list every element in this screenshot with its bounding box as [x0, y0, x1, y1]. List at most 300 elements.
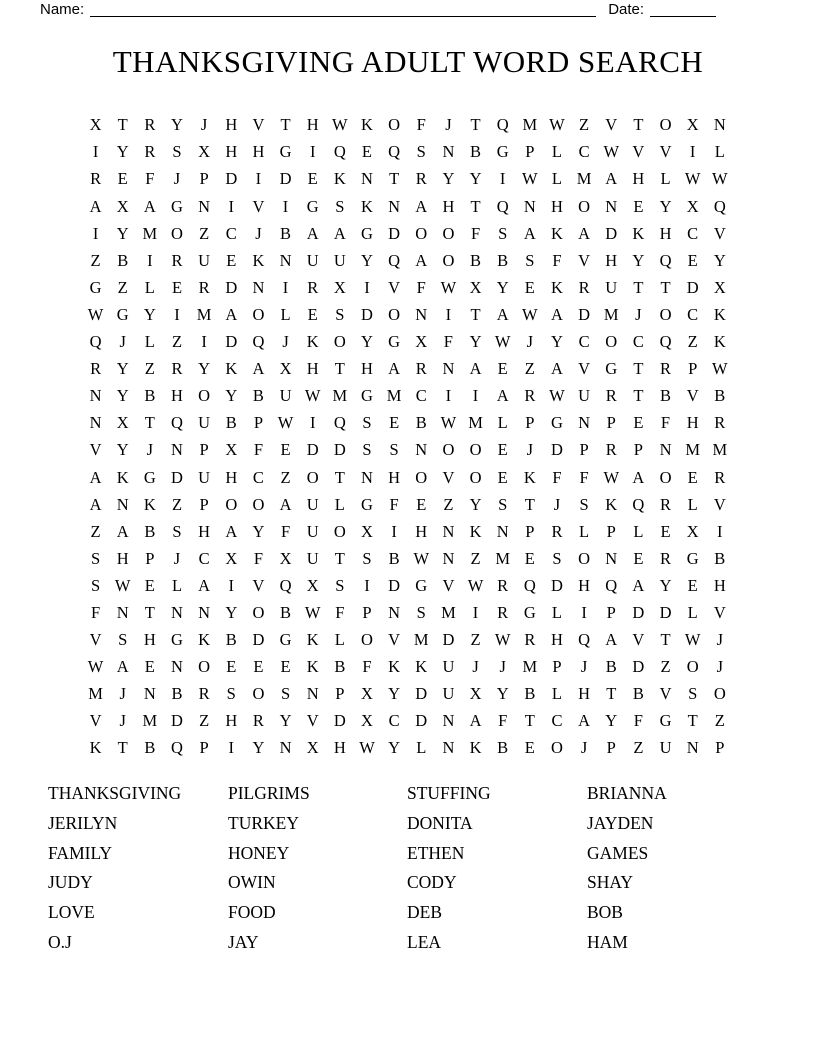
grid-letter-r21-c6: E — [226, 657, 237, 677]
grid-letter-r22-c13: D — [415, 684, 428, 704]
grid-letter-r8-c9: E — [307, 304, 318, 324]
grid-letter-r12-c23: H — [686, 413, 699, 433]
grid-letter-r21-c23: O — [686, 657, 699, 677]
grid-letter-r8-c15: T — [470, 304, 481, 324]
grid-letter-r5-c11: G — [361, 223, 373, 243]
grid-letter-r4-c10: S — [335, 196, 345, 216]
grid-letter-r17-c11: S — [362, 548, 372, 568]
grid-letter-r20-c16: W — [494, 630, 511, 650]
grid-letter-r22-c12: Y — [388, 684, 401, 704]
grid-letter-r8-c21: J — [635, 304, 642, 324]
grid-letter-r21-c14: U — [442, 657, 455, 677]
grid-letter-r13-c3: J — [146, 440, 154, 460]
word-list-column-2 — [228, 779, 310, 958]
grid-letter-r2-c11: E — [361, 142, 373, 162]
grid-letter-r18-c14: V — [442, 575, 455, 595]
grid-letter-r3-c19: M — [576, 169, 592, 189]
grid-letter-r3-c15: Y — [469, 169, 482, 189]
grid-letter-r23-c5: Z — [199, 711, 210, 731]
grid-letter-r10-c14: N — [442, 359, 455, 379]
name-blank-line — [90, 0, 596, 17]
grid-letter-r17-c22: R — [660, 548, 672, 568]
grid-letter-r3-c10: K — [333, 169, 346, 189]
grid-letter-r15-c1: A — [89, 494, 102, 514]
grid-letter-r12-c13: B — [415, 413, 427, 433]
grid-letter-r21-c15: J — [472, 657, 479, 677]
grid-letter-r2-c20: W — [603, 142, 620, 162]
grid-letter-r10-c3: Z — [144, 359, 155, 379]
grid-letter-r11-c17: R — [524, 386, 536, 406]
grid-letter-r9-c10: O — [333, 332, 346, 352]
grid-letter-r21-c7: E — [253, 657, 264, 677]
grid-letter-r17-c10: T — [334, 548, 345, 568]
grid-letter-r7-c23: D — [686, 277, 699, 297]
grid-letter-r24-c12: Y — [388, 738, 401, 758]
grid-letter-r2-c18: L — [551, 142, 562, 162]
grid-letter-r23-c19: A — [578, 711, 591, 731]
grid-letter-r10-c18: A — [551, 359, 563, 379]
grid-letter-r9-c3: L — [144, 332, 155, 352]
grid-letter-r17-c15: Z — [470, 548, 481, 568]
grid-letter-r24-c7: Y — [252, 738, 265, 758]
grid-letter-r16-c4: S — [172, 521, 182, 541]
grid-letter-r22-c8: S — [280, 684, 291, 704]
grid-letter-r19-c10: F — [335, 602, 345, 622]
grid-letter-r4-c22: Y — [659, 196, 672, 216]
grid-letter-r13-c7: F — [253, 440, 263, 460]
grid-letter-r7-c7: N — [252, 277, 265, 297]
grid-letter-r8-c12: O — [388, 304, 401, 324]
grid-letter-r16-c6: A — [225, 521, 238, 541]
grid-letter-r2-c3: R — [144, 142, 156, 162]
grid-letter-r20-c22: T — [660, 630, 671, 650]
grid-letter-r2-c16: G — [496, 142, 509, 162]
grid-letter-r23-c15: A — [469, 711, 482, 731]
grid-letter-r5-c1: I — [92, 223, 99, 243]
grid-letter-r14-c13: O — [415, 467, 428, 487]
grid-letter-r11-c10: M — [332, 386, 348, 406]
grid-letter-r14-c23: E — [687, 467, 698, 487]
grid-letter-r16-c22: E — [660, 521, 671, 541]
grid-letter-r12-c1: N — [89, 413, 102, 433]
word-list-item: JAYDEN — [587, 812, 654, 833]
word-list-item: JUDY — [48, 872, 93, 893]
grid-letter-r12-c3: T — [144, 413, 155, 433]
grid-letter-r6-c5: U — [198, 250, 211, 270]
grid-letter-r10-c11: H — [361, 359, 373, 379]
grid-letter-r7-c8: I — [282, 277, 289, 297]
grid-letter-r11-c24: B — [714, 386, 726, 406]
word-list-column-4 — [587, 779, 667, 958]
grid-letter-r20-c14: D — [442, 630, 455, 650]
grid-letter-r15-c21: Q — [632, 494, 645, 514]
grid-letter-r4-c12: N — [388, 196, 401, 216]
grid-letter-r16-c3: B — [144, 521, 156, 541]
grid-letter-r22-c11: X — [361, 684, 373, 704]
grid-letter-r8-c19: D — [578, 304, 591, 324]
grid-letter-r15-c9: U — [306, 494, 319, 514]
grid-letter-r20-c2: S — [118, 630, 128, 650]
grid-letter-r6-c4: R — [171, 250, 183, 270]
grid-letter-r24-c9: X — [306, 738, 319, 758]
grid-letter-r15-c24: V — [713, 494, 726, 514]
grid-letter-r5-c6: C — [225, 223, 237, 243]
grid-letter-r6-c9: U — [306, 250, 319, 270]
grid-letter-r24-c18: O — [551, 738, 563, 758]
grid-letter-r24-c1: K — [89, 738, 102, 758]
grid-letter-r19-c15: I — [472, 602, 479, 622]
grid-letter-r15-c19: S — [579, 494, 589, 514]
grid-letter-r24-c21: Z — [633, 738, 644, 758]
grid-letter-r9-c11: Y — [361, 332, 373, 352]
grid-letter-r14-c21: A — [632, 467, 645, 487]
grid-letter-r22-c6: S — [226, 684, 236, 704]
grid-letter-r19-c1: F — [90, 602, 101, 622]
grid-letter-r21-c10: B — [334, 657, 346, 677]
grid-letter-r15-c14: Z — [443, 494, 454, 514]
grid-letter-r19-c6: Y — [225, 602, 238, 622]
grid-letter-r13-c2: Y — [116, 440, 129, 460]
grid-letter-r11-c12: M — [386, 386, 402, 406]
grid-letter-r6-c14: O — [442, 250, 455, 270]
grid-letter-r6-c19: V — [578, 250, 591, 270]
grid-letter-r21-c20: B — [605, 657, 617, 677]
grid-letter-r4-c5: N — [198, 196, 211, 216]
word-list-column-1 — [48, 779, 181, 958]
grid-letter-r4-c2: X — [116, 196, 129, 216]
grid-letter-r13-c11: S — [362, 440, 372, 460]
grid-letter-r9-c19: C — [578, 332, 590, 352]
grid-letter-r1-c15: T — [470, 115, 481, 135]
grid-letter-r4-c15: T — [470, 196, 481, 216]
grid-letter-r1-c18: W — [549, 115, 565, 135]
grid-letter-r20-c19: Q — [578, 630, 591, 650]
grid-letter-r2-c23: I — [689, 142, 696, 162]
grid-letter-r24-c19: J — [580, 738, 588, 758]
grid-letter-r3-c5: P — [199, 169, 209, 189]
grid-letter-r1-c16: Q — [496, 115, 509, 135]
grid-letter-r19-c14: M — [441, 602, 456, 622]
grid-letter-r16-c7: Y — [252, 521, 265, 541]
grid-letter-r12-c18: G — [551, 413, 563, 433]
grid-letter-r6-c8: N — [279, 250, 292, 270]
grid-letter-r15-c15: Y — [469, 494, 482, 514]
grid-letter-r5-c15: F — [470, 223, 481, 243]
grid-letter-r16-c20: P — [606, 521, 616, 541]
grid-letter-r5-c9: A — [306, 223, 319, 243]
grid-letter-r22-c9: N — [306, 684, 319, 704]
grid-letter-r17-c19: O — [578, 548, 591, 568]
grid-letter-r14-c4: D — [171, 467, 183, 487]
grid-letter-r18-c9: X — [306, 575, 319, 595]
word-list-item: LEA — [407, 931, 442, 952]
grid-letter-r23-c21: F — [633, 711, 643, 731]
grid-letter-r9-c14: F — [443, 332, 453, 352]
grid-letter-r21-c9: K — [306, 657, 319, 677]
grid-letter-r20-c8: G — [279, 630, 292, 650]
grid-letter-r22-c19: H — [578, 684, 591, 704]
grid-letter-r8-c1: W — [87, 304, 104, 324]
grid-letter-r14-c1: A — [89, 467, 102, 487]
grid-letter-r3-c7: I — [255, 169, 262, 189]
grid-letter-r20-c23: W — [684, 630, 701, 650]
grid-letter-r16-c21: L — [633, 521, 644, 541]
grid-letter-r19-c2: N — [116, 602, 129, 622]
grid-letter-r22-c21: B — [632, 684, 644, 704]
grid-letter-r3-c23: W — [684, 169, 701, 189]
grid-letter-r10-c5: Y — [198, 359, 211, 379]
grid-letter-r6-c15: B — [470, 250, 482, 270]
grid-letter-r9-c18: Y — [551, 332, 563, 352]
grid-letter-r3-c21: H — [632, 169, 645, 189]
grid-letter-r18-c5: A — [198, 575, 211, 595]
grid-letter-r4-c13: A — [415, 196, 428, 216]
grid-letter-r14-c20: W — [603, 467, 620, 487]
grid-letter-r10-c17: Z — [524, 359, 535, 379]
grid-letter-r19-c17: G — [523, 602, 536, 622]
grid-letter-r3-c12: T — [389, 169, 400, 189]
grid-letter-r2-c2: Y — [116, 142, 129, 162]
grid-letter-r7-c9: R — [307, 277, 319, 297]
grid-letter-r16-c11: X — [361, 521, 373, 541]
grid-letter-r7-c2: Z — [117, 277, 128, 297]
grid-letter-r24-c4: Q — [171, 738, 183, 758]
grid-letter-r11-c20: R — [605, 386, 617, 406]
grid-letter-r7-c10: X — [333, 277, 346, 297]
grid-letter-r23-c14: N — [442, 711, 455, 731]
grid-letter-r18-c18: D — [551, 575, 563, 595]
grid-letter-r18-c20: Q — [605, 575, 618, 595]
grid-letter-r9-c9: K — [306, 332, 319, 352]
grid-letter-r15-c3: K — [143, 494, 156, 514]
grid-letter-r19-c12: N — [388, 602, 401, 622]
grid-letter-r5-c5: Z — [199, 223, 210, 243]
grid-letter-r24-c6: I — [228, 738, 235, 758]
grid-letter-r6-c21: Y — [632, 250, 645, 270]
grid-letter-r20-c6: B — [225, 630, 237, 650]
grid-letter-r8-c10: S — [335, 304, 345, 324]
grid-letter-r7-c20: U — [605, 277, 618, 297]
grid-letter-r21-c19: J — [580, 657, 588, 677]
grid-letter-r9-c20: O — [605, 332, 618, 352]
grid-letter-r23-c2: J — [119, 711, 126, 731]
grid-letter-r20-c7: D — [252, 630, 265, 650]
grid-letter-r7-c14: W — [440, 277, 457, 297]
grid-letter-r11-c19: U — [578, 386, 591, 406]
grid-letter-r1-c6: H — [225, 115, 238, 135]
grid-letter-r18-c1: S — [90, 575, 101, 595]
grid-letter-r22-c18: L — [551, 684, 562, 704]
grid-letter-r14-c3: G — [143, 467, 156, 487]
grid-letter-r11-c6: Y — [225, 386, 238, 406]
grid-letter-r14-c8: Z — [280, 467, 291, 487]
grid-letter-r2-c4: S — [172, 142, 182, 162]
grid-letter-r21-c22: Z — [660, 657, 671, 677]
grid-letter-r4-c3: A — [143, 196, 156, 216]
grid-letter-r18-c17: Q — [523, 575, 536, 595]
grid-letter-r12-c20: P — [606, 413, 616, 433]
grid-letter-r7-c16: Y — [496, 277, 509, 297]
grid-letter-r24-c8: N — [279, 738, 292, 758]
grid-letter-r23-c10: D — [333, 711, 346, 731]
grid-letter-r2-c15: B — [470, 142, 482, 162]
word-list-item: JERILYN — [48, 812, 118, 833]
grid-letter-r19-c8: B — [280, 602, 292, 622]
grid-letter-r17-c8: X — [279, 548, 292, 568]
word-list-item: CODY — [407, 872, 457, 893]
grid-letter-r15-c22: R — [660, 494, 672, 514]
grid-letter-r13-c21: P — [633, 440, 643, 460]
grid-letter-r4-c14: H — [442, 196, 455, 216]
grid-letter-r16-c23: X — [686, 521, 699, 541]
grid-letter-r19-c22: D — [659, 602, 672, 622]
grid-letter-r20-c3: H — [143, 630, 156, 650]
grid-letter-r16-c2: A — [116, 521, 129, 541]
grid-letter-r7-c4: E — [171, 277, 183, 297]
name-label: Name: — [40, 1, 85, 18]
grid-letter-r20-c10: L — [334, 630, 345, 650]
grid-letter-r14-c17: K — [523, 467, 536, 487]
word-list-item: GAMES — [587, 842, 649, 863]
grid-letter-r10-c16: E — [497, 359, 508, 379]
grid-letter-r12-c9: I — [309, 413, 316, 433]
grid-letter-r3-c22: L — [660, 169, 671, 189]
word-list-item: BOB — [587, 902, 623, 923]
grid-letter-r8-c8: L — [280, 304, 291, 324]
grid-letter-r11-c1: N — [89, 386, 102, 406]
grid-letter-r3-c24: W — [712, 169, 728, 189]
grid-letter-r21-c21: D — [632, 657, 645, 677]
grid-letter-r14-c6: H — [225, 467, 238, 487]
grid-letter-r19-c20: P — [606, 602, 616, 622]
grid-letter-r7-c3: L — [144, 277, 155, 297]
grid-letter-r20-c12: V — [388, 630, 401, 650]
grid-letter-r20-c1: V — [89, 630, 102, 650]
grid-letter-r7-c18: K — [551, 277, 563, 297]
grid-letter-r17-c21: E — [633, 548, 644, 568]
grid-letter-r16-c17: P — [525, 521, 535, 541]
grid-letter-r2-c6: H — [225, 142, 238, 162]
grid-letter-r22-c2: J — [119, 684, 126, 704]
word-list-item: JAY — [228, 931, 259, 952]
grid-letter-r8-c4: I — [174, 304, 180, 324]
grid-letter-r2-c8: G — [279, 142, 292, 162]
grid-letter-r21-c17: M — [522, 657, 538, 677]
grid-letter-r4-c8: I — [282, 196, 289, 216]
grid-letter-r13-c17: J — [526, 440, 534, 460]
grid-letter-r9-c5: I — [201, 332, 207, 352]
grid-letter-r17-c4: J — [173, 548, 181, 568]
grid-letter-r11-c13: C — [415, 386, 427, 406]
grid-letter-r17-c20: N — [605, 548, 618, 568]
grid-letter-r3-c3: F — [145, 169, 155, 189]
grid-letter-r22-c3: N — [143, 684, 156, 704]
grid-letter-r20-c13: M — [413, 630, 429, 650]
grid-letter-r23-c16: F — [498, 711, 508, 731]
grid-letter-r23-c22: G — [659, 711, 672, 731]
grid-letter-r14-c22: O — [659, 467, 672, 487]
grid-letter-r20-c24: J — [716, 630, 724, 650]
grid-letter-r9-c13: X — [415, 332, 428, 352]
grid-letter-r1-c1: X — [89, 115, 102, 135]
grid-letter-r2-c10: Q — [333, 142, 346, 162]
grid-letter-r1-c24: N — [713, 115, 726, 135]
grid-letter-r5-c19: A — [578, 223, 591, 243]
word-list-item: HAM — [587, 931, 628, 952]
word-list-item: STUFFING — [407, 783, 491, 803]
grid-letter-r12-c22: F — [660, 413, 671, 433]
grid-letter-r17-c23: G — [686, 548, 699, 568]
grid-letter-r2-c1: I — [92, 142, 99, 162]
grid-letter-r10-c23: P — [688, 359, 698, 379]
grid-letter-r21-c2: A — [116, 657, 129, 677]
grid-letter-r2-c14: N — [442, 142, 455, 162]
grid-letter-r4-c20: N — [605, 196, 618, 216]
grid-letter-r10-c1: R — [90, 359, 102, 379]
grid-letter-r14-c15: O — [469, 467, 482, 487]
grid-letter-r22-c22: V — [659, 684, 672, 704]
grid-letter-r5-c22: H — [659, 223, 672, 243]
grid-letter-r16-c13: H — [415, 521, 428, 541]
grid-letter-r17-c16: M — [495, 548, 511, 568]
grid-letter-r23-c17: T — [524, 711, 535, 731]
grid-letter-r2-c9: I — [309, 142, 316, 162]
grid-letter-r10-c8: X — [279, 359, 292, 379]
grid-letter-r10-c21: T — [633, 359, 644, 379]
grid-letter-r2-c17: P — [525, 142, 535, 162]
grid-letter-r18-c22: Y — [659, 575, 672, 595]
grid-letter-r16-c5: H — [198, 521, 211, 541]
grid-letter-r11-c14: I — [445, 386, 452, 406]
grid-letter-r1-c5: J — [200, 115, 208, 135]
grid-letter-r9-c24: K — [713, 332, 726, 352]
grid-letter-r13-c5: P — [199, 440, 209, 460]
grid-letter-r20-c20: A — [605, 630, 618, 650]
grid-letter-r19-c21: D — [632, 602, 645, 622]
grid-letter-r18-c7: V — [252, 575, 265, 595]
grid-letter-r22-c20: T — [606, 684, 617, 704]
grid-letter-r22-c17: B — [524, 684, 536, 704]
grid-letter-r14-c19: F — [579, 467, 589, 487]
grid-letter-r17-c1: S — [90, 548, 101, 568]
grid-letter-r9-c8: J — [282, 332, 289, 352]
grid-letter-r1-c4: Y — [171, 115, 183, 135]
grid-letter-r5-c10: A — [333, 223, 346, 243]
grid-letter-r7-c21: T — [633, 277, 644, 297]
grid-letter-r1-c12: O — [388, 115, 401, 135]
grid-letter-r1-c8: T — [280, 115, 291, 135]
grid-letter-r11-c16: A — [496, 386, 509, 406]
grid-letter-r5-c17: A — [523, 223, 536, 243]
grid-letter-r8-c18: A — [551, 304, 563, 324]
grid-letter-r5-c3: M — [142, 223, 158, 243]
grid-letter-r19-c11: P — [362, 602, 372, 622]
grid-letter-r6-c11: Y — [361, 250, 373, 270]
grid-letter-r12-c14: W — [440, 413, 457, 433]
grid-letter-r11-c3: B — [144, 386, 156, 406]
grid-letter-r7-c1: G — [89, 277, 102, 297]
grid-letter-r22-c4: B — [171, 684, 183, 704]
grid-letter-r23-c20: Y — [605, 711, 618, 731]
name-date-header — [40, 0, 740, 19]
grid-letter-r13-c22: N — [659, 440, 672, 460]
grid-letter-r23-c8: Y — [279, 711, 292, 731]
grid-letter-r1-c19: Z — [579, 115, 590, 135]
grid-letter-r10-c9: H — [306, 359, 319, 379]
grid-letter-r8-c22: O — [659, 304, 672, 324]
grid-letter-r20-c17: R — [524, 630, 536, 650]
grid-letter-r6-c3: I — [147, 250, 153, 270]
